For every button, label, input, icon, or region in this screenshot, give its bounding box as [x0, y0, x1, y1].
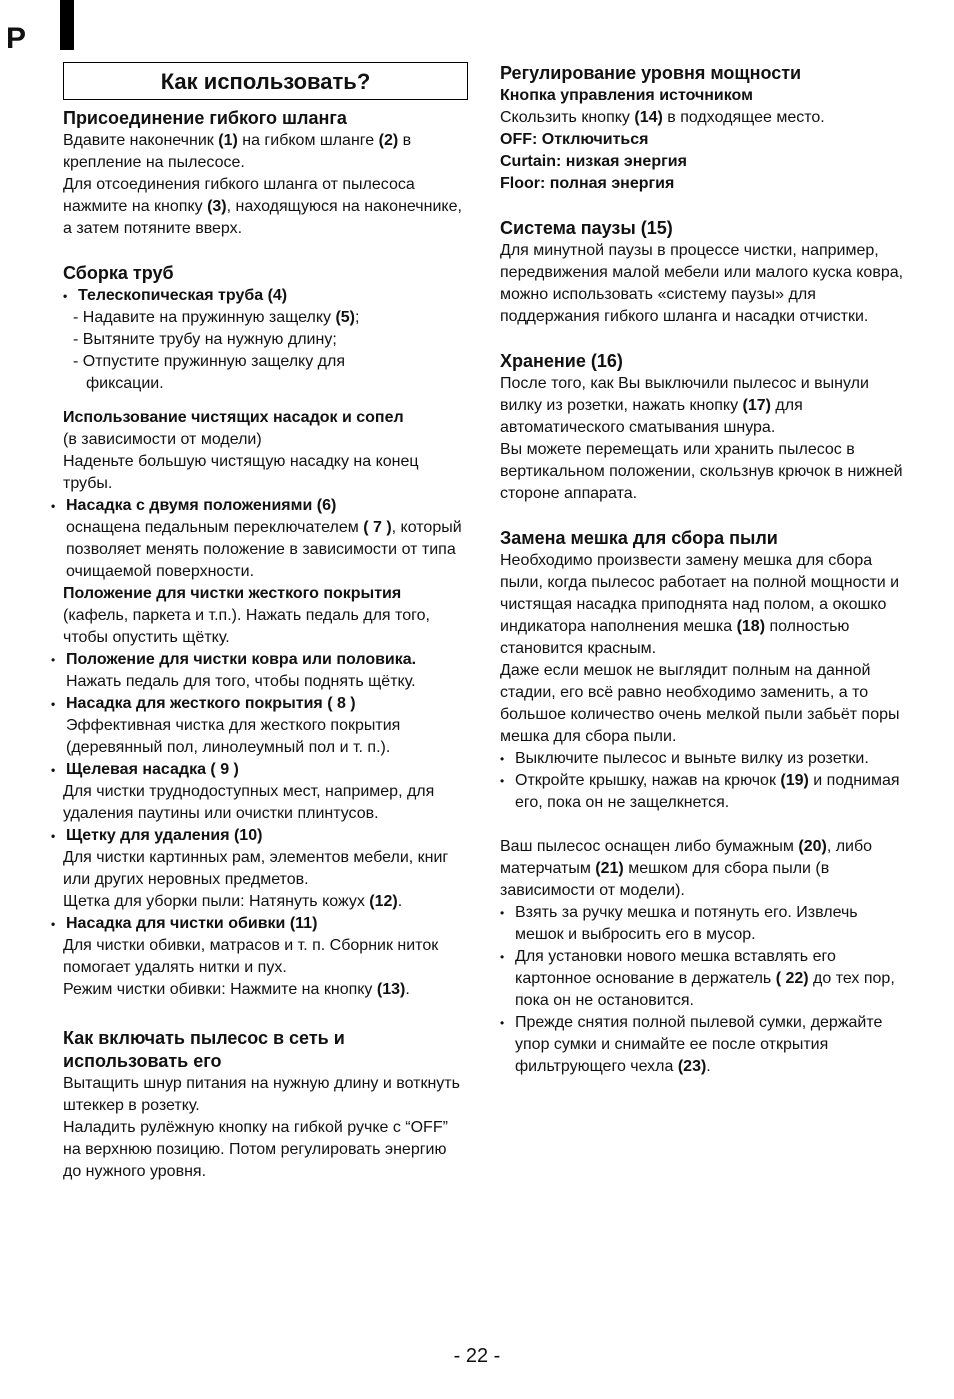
right-column — [500, 62, 905, 1078]
nozzles-intro: Наденьте большую чистящую насадку на конец трубы. — [63, 453, 419, 492]
level-curtain: Curtain: низкая энергия — [500, 153, 687, 170]
pause-text: Для минутной паузы в процессе чистки, например, передвижения малой мебели или малого куска ковра, можно использовать «систему паузы» для поддержания гибкого шланга и насадки отчистки. — [500, 242, 904, 325]
bag-type-paragraph: Ваш пылесос оснащен либо бумажным (20), либо матерчатым (21) мешком для сбора пыли (в зависимости от модели). — [500, 838, 873, 899]
language-tab-bar — [60, 0, 74, 50]
storage-paragraph-2: Вы можете перемещать или хранить пылесос в вертикальном положении, скользнув крючок в нижней стороне аппарата. — [500, 441, 903, 502]
crevice-nozzle: • Щелевая насадка ( 9 ) — [51, 759, 468, 781]
page-title: Как использовать? — [63, 62, 468, 100]
hard-floor-nozzle-text: Эффективная чистка для жесткого покрытия (деревянный пол, линолеумный пол и т. п.). — [66, 717, 401, 756]
pause-heading: Система паузы (15) — [500, 218, 673, 238]
hard-floor-position: Положение для чистки жесткого покрытия — [63, 585, 402, 602]
hose-heading: Присоединение гибкого шланга — [63, 108, 347, 128]
level-off: OFF: Отключиться — [500, 131, 649, 148]
crevice-nozzle-text: Для чистки труднодоступных мест, например, для удаления паутины или очистки плинтусов. — [63, 783, 435, 822]
level-subheading: Кнопка управления источником — [500, 87, 753, 104]
hard-floor-position-text: (кафель, паркета и т.п.). Нажать педаль для того, чтобы опустить щётку. — [63, 607, 430, 646]
bag-step-remove: • Взять за ручку мешка и потянуть его. Извлечь мешок и выбросить его в мусор. — [500, 902, 905, 946]
level-paragraph: Скользить кнопку (14) в подходящее место. — [500, 109, 825, 126]
page-number: - 22 - — [453, 1345, 501, 1367]
hard-floor-nozzle: • Насадка для жесткого покрытия ( 8 ) — [51, 693, 468, 715]
bag-heading: Замена мешка для сбора пыли — [500, 528, 778, 548]
storage-paragraph-1: После того, как Вы выключили пылесос и вынули вилку из розетки, нажать кнопку (17) для автоматического сматывания шнура. — [500, 375, 869, 436]
nozzles-model-note: (в зависимости от модели) — [63, 431, 262, 448]
tubes-heading: Сборка труб — [63, 263, 174, 283]
power-paragraph-2: Наладить рулёжную кнопку на гибкой ручке с “OFF” на верхнюю позицию. Потом регулировать энергию до нужного уровня. — [63, 1119, 448, 1180]
hose-paragraph-1: Вдавите наконечник (1) на гибком шланге (2) в крепление на пылесосе. — [63, 132, 412, 171]
bag-paragraph-1: Необходимо произвести замену мешка для сбора пыли, когда пылесос работает на полной мощности и чистящая насадка приподнята над полом, а окошко индикатора наполнения мешка (18) полностью становится красным. — [500, 552, 900, 657]
language-marker: P — [6, 22, 27, 55]
dusting-brush-note: Щетка для уборки пыли: Натянуть кожух (12). — [63, 893, 403, 910]
tube-step-1: - Надавите на пружинную защелку (5); — [73, 309, 360, 326]
upholstery-nozzle-text: Для чистки обивки, матрасов и т. п. Сборник ниток помогает удалять нитки и пух. — [63, 937, 439, 976]
upholstery-nozzle: • Насадка для чистки обивки (11) — [51, 913, 468, 935]
bag-step-install: • Для установки нового мешка вставлять его картонное основание в держатель ( 22) до тех пор, пока он не остановится. — [500, 946, 905, 1012]
tube-step-3: - Отпустите пружинную защелку для — [73, 353, 345, 370]
left-column — [63, 62, 468, 1183]
tube-step-3-cont: фиксации. — [86, 375, 164, 392]
dusting-brush-text: Для чистки картинных рам, элементов мебели, книг или других неровных предметов. — [63, 849, 449, 888]
bag-step-cloth: • Прежде снятия полной пылевой сумки, держайте упор сумки и снимайте ее после открытия фильтрующего чехла (23). — [500, 1012, 905, 1078]
level-floor: Floor: полная энергия — [500, 175, 675, 192]
bag-step-unplug: • Выключите пылесос и выньте вилку из розетки. — [500, 748, 905, 770]
telescopic-tube-item: • Телескопическая труба (4) — [63, 285, 468, 307]
level-heading: Регулирование уровня мощности — [500, 63, 802, 83]
power-paragraph-1: Вытащить шнур питания на нужную длину и воткнуть штеккер в розетку. — [63, 1075, 460, 1114]
power-heading: Как включать пылесос в сеть и использовать его — [63, 1028, 345, 1071]
nozzles-heading: Использование чистящих насадок и сопел — [63, 409, 404, 426]
two-position-nozzle: • Насадка с двумя положениями (6) — [51, 495, 468, 517]
bag-paragraph-2: Даже если мешок не выглядит полным на данной стадии, его всё равно необходимо заменить, а то большое количество очень мелкой пыли забьёт поры мешка для сбора пыли. — [500, 662, 900, 745]
upholstery-mode-note: Режим чистки обивки: Нажмите на кнопку (13). — [63, 981, 410, 998]
carpet-position: • Положение для чистки ковра или половика. Нажать педаль для того, чтобы поднять щётку. — [51, 649, 468, 693]
tube-step-2: - Вытяните трубу на нужную длину; — [73, 331, 337, 348]
dusting-brush: • Щетку для удаления (10) — [51, 825, 468, 847]
hose-paragraph-2: Для отсоединения гибкого шланга от пылесоса нажмите на кнопку (3), находящуюся на наконечнике, а затем потяните вверх. — [63, 176, 462, 237]
storage-heading: Хранение (16) — [500, 351, 623, 371]
two-position-text: оснащена педальным переключателем ( 7 ), который позволяет менять положение в зависимости от типа очищаемой поверхности. — [66, 519, 462, 580]
bag-step-open-lid: • Откройте крышку, нажав на крючок (19) и поднимая его, пока он не защелкнется. — [500, 770, 905, 814]
